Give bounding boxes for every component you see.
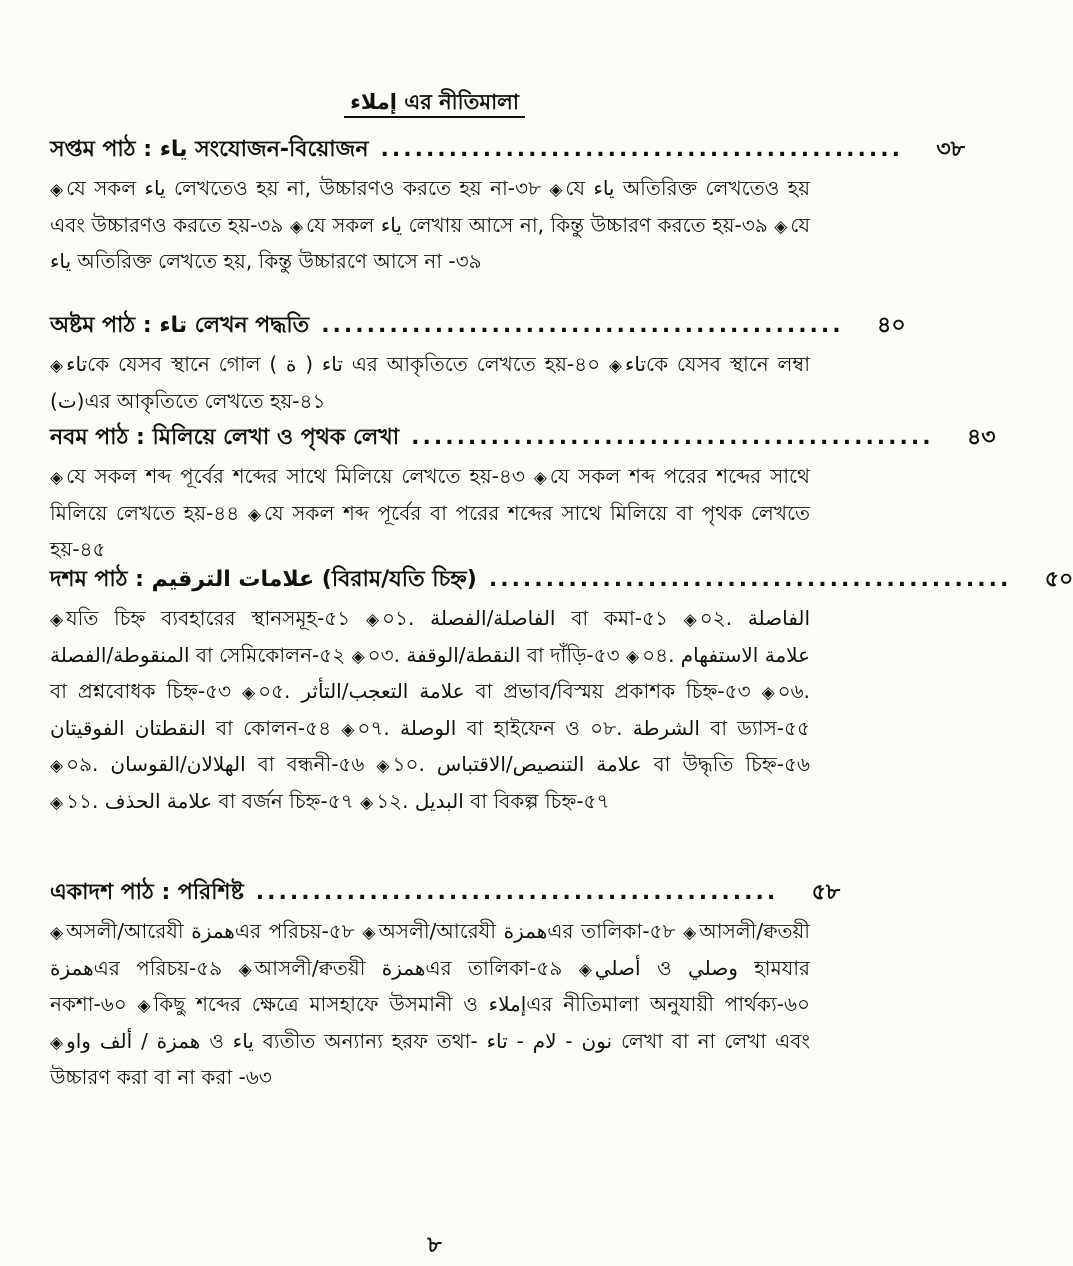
diamond-bullet-icon: ◈ bbox=[683, 923, 697, 943]
diamond-bullet-icon: ◈ bbox=[360, 792, 374, 813]
leader-dots: .............................................. bbox=[321, 313, 844, 338]
section-items bbox=[50, 347, 810, 418]
diamond-bullet-icon: ◈ bbox=[50, 756, 64, 776]
toc-item: ◈ ০৭. الوصلة বা হাইফেন ও ০৮. الشرطة বা ড্যাস-৫৫ bbox=[341, 715, 810, 740]
toc-item: ◈ অসলী/আরেযী همزةএর পরিচয়-৫৮ bbox=[50, 919, 355, 943]
diamond-bullet-icon: ◈ bbox=[533, 468, 547, 488]
section-items bbox=[50, 601, 810, 820]
toc-item: ◈ যে ياء অতিরিক্ত লেখতেও হয় এবং উচ্চারণও করতে হয়-৩৯ bbox=[50, 176, 810, 237]
toc-item: ◈ تاءকে যেসব স্থানে লম্বা (ت)এর আকৃতিতে লেখতে হয়-৪১ bbox=[50, 352, 810, 413]
toc-section-8 bbox=[50, 308, 906, 418]
toc-item: ◈ تاءকে যেসব স্থানে গোল ( ة ) تاء এর আকৃতিতে লেখতে হয়-৪০ bbox=[50, 352, 601, 376]
diamond-bullet-icon: ◈ bbox=[50, 792, 64, 813]
section-heading bbox=[50, 420, 996, 457]
diamond-bullet-icon: ◈ bbox=[50, 923, 64, 943]
leader-dots: .............................................. bbox=[488, 567, 1012, 592]
toc-item: ◈ ০৩. النقطة/الوقفة বা দাঁড়ি-৫৩ bbox=[351, 642, 620, 667]
toc-section-11 bbox=[50, 875, 840, 1095]
section-page-number: ৩৮ bbox=[936, 137, 965, 162]
section-title: দশম পাঠ : علامات الترقيم (বিরাম/যতি চিহ্ন) bbox=[50, 567, 477, 592]
toc-item: ◈ ০১. الفاصلة/الفصلة বা কমা-৫১ bbox=[365, 606, 668, 630]
section-title: নবম পাঠ : মিলিয়ে লেখা ও পৃথক লেখা bbox=[50, 425, 400, 450]
page-header bbox=[0, 86, 869, 121]
toc-item: ◈ أصلي ও وصلي হামযার নকশা-৬০ bbox=[50, 955, 811, 1016]
section-title: সপ্তম পাঠ : ياء সংযোজন-বিয়োজন bbox=[50, 137, 369, 162]
section-title: একাদশ পাঠ : পরিশিষ্ট bbox=[50, 880, 244, 905]
toc-item: ◈ যে ياء অতিরিক্ত লেখতে হয়, কিন্তু উচ্চারণে আসে না -৩৯ bbox=[50, 212, 811, 273]
diamond-bullet-icon: ◈ bbox=[50, 610, 64, 630]
diamond-bullet-icon: ◈ bbox=[626, 646, 640, 667]
section-heading bbox=[50, 875, 840, 912]
header-title: إملاء এর নীতিমালা bbox=[344, 90, 525, 118]
toc-item: ◈ কিছু শব্দের ক্ষেত্রে মাসহাফে উসমানী ও إملاءএর নীতিমালা অনুযায়ী পার্থক্য-৬০ bbox=[137, 992, 810, 1016]
section-heading bbox=[50, 132, 965, 169]
diamond-bullet-icon: ◈ bbox=[608, 356, 622, 376]
diamond-bullet-icon: ◈ bbox=[289, 216, 304, 237]
section-title: অষ্টম পাঠ : تاء লেখন পদ্ধতি bbox=[50, 313, 310, 338]
toc-section-10 bbox=[50, 562, 1073, 820]
section-items bbox=[50, 459, 810, 567]
page-number: ৮ bbox=[427, 1233, 442, 1258]
toc-item: ◈ আসলী/ক্বতয়ী همزةএর তালিকা-৫৯ bbox=[238, 955, 563, 980]
toc-item: ◈ ১০. علامة التنصيص/الاقتباس বা উদ্ধৃতি চিহ্ন-৫৬ bbox=[376, 752, 810, 776]
leader-dots: .............................................. bbox=[255, 880, 779, 905]
toc-item: ◈ ০৪. علامة الاستفهام বা প্রশ্নবোধক চিহ্ন-৫৩ bbox=[50, 642, 811, 703]
section-heading bbox=[50, 308, 906, 345]
leader-dots: .............................................. bbox=[380, 137, 903, 162]
section-page-number: ৪০ bbox=[877, 313, 906, 338]
diamond-bullet-icon: ◈ bbox=[362, 923, 376, 943]
diamond-bullet-icon: ◈ bbox=[50, 1032, 64, 1053]
toc-item: ◈ যে সকল শব্দ পূর্বের শব্দের সাথে মিলিয়ে লেখতে হয়-৪৩ bbox=[50, 464, 525, 488]
diamond-bullet-icon: ◈ bbox=[683, 610, 697, 630]
diamond-bullet-icon: ◈ bbox=[761, 683, 775, 703]
diamond-bullet-icon: ◈ bbox=[376, 756, 390, 776]
diamond-bullet-icon: ◈ bbox=[351, 646, 365, 667]
toc-item: ◈ যে সকল শব্দ পূর্বের বা পরের শব্দের সাথে মিলিয়ে বা পৃথক লেখতে হয়-৪৫ bbox=[50, 500, 811, 561]
diamond-bullet-icon: ◈ bbox=[247, 504, 261, 525]
diamond-bullet-icon: ◈ bbox=[549, 180, 563, 200]
diamond-bullet-icon: ◈ bbox=[238, 959, 252, 980]
toc-section-9 bbox=[50, 420, 996, 567]
toc-item: ◈ ১২. البديل বা বিকল্প চিহ্ন-৫৭ bbox=[360, 788, 610, 813]
toc-item: ◈ অসলী/আরেযী همزةএর তালিকা-৫৮ bbox=[362, 919, 676, 943]
toc-item: ◈ যতি চিহ্ন ব্যবহারের স্থানসমূহ-৫১ bbox=[50, 606, 351, 630]
toc-item: ◈ ০৯. الهلالان/القوسان বা বন্ধনী-৫৬ bbox=[50, 752, 365, 776]
diamond-bullet-icon: ◈ bbox=[365, 610, 380, 630]
section-page-number: ৫৮ bbox=[811, 880, 841, 905]
diamond-bullet-icon: ◈ bbox=[242, 683, 256, 703]
toc-item: ◈ যে সকল শব্দ পরের শব্দের সাথে মিলিয়ে লেখতে হয়-৪৪ bbox=[50, 464, 811, 525]
diamond-bullet-icon: ◈ bbox=[341, 719, 355, 740]
toc-section-7 bbox=[50, 132, 965, 279]
section-items bbox=[50, 914, 810, 1095]
diamond-bullet-icon: ◈ bbox=[137, 996, 151, 1016]
diamond-bullet-icon: ◈ bbox=[50, 356, 64, 376]
toc-item: ◈ ০২. الفاصلة المنقوطة/الفصلة বা সেমিকোলন-৫২ bbox=[50, 606, 811, 667]
diamond-bullet-icon: ◈ bbox=[578, 959, 592, 980]
diamond-bullet-icon: ◈ bbox=[50, 468, 64, 488]
toc-item: ◈ যে সকল ياء লেখায় আসে না, কিন্তু উচ্চারণ করতে হয়-৩৯ bbox=[289, 212, 768, 237]
section-page-number: ৫০ bbox=[1044, 567, 1073, 592]
toc-item: ◈ ০৬. النقطتان الفوقيتان বা কোলন-৫৪ bbox=[50, 679, 811, 740]
section-heading bbox=[50, 562, 1073, 599]
leader-dots: .............................................. bbox=[411, 425, 934, 450]
toc-item: ◈ ০৫. علامة التعجب/التأثر বা প্রভাব/বিস্ময় প্রকাশক চিহ্ন-৫৩ bbox=[242, 679, 751, 703]
toc-item: ◈ ১১. علامة الحذف বা বর্জন চিহ্ন-৫৭ bbox=[50, 788, 354, 813]
section-items bbox=[50, 171, 810, 279]
toc-item: ◈ همزة / ألف واو ও ياء ব্যতীত অন্যান্য হরফ তথা- نون - لام - تاء লেখা বা না লেখা এবং উচ্চারণ করা বা না করা -৬৩ bbox=[50, 1028, 810, 1089]
diamond-bullet-icon: ◈ bbox=[50, 180, 64, 200]
diamond-bullet-icon: ◈ bbox=[774, 216, 788, 237]
section-page-number: ৪৩ bbox=[967, 425, 996, 450]
toc-item: ◈ আসলী/ক্বতয়ী همزةএর পরিচয়-৫৯ bbox=[50, 919, 811, 980]
toc-item: ◈ যে সকল ياء লেখতেও হয় না, উচ্চারণও করতে হয় না-৩৮ bbox=[50, 176, 541, 200]
